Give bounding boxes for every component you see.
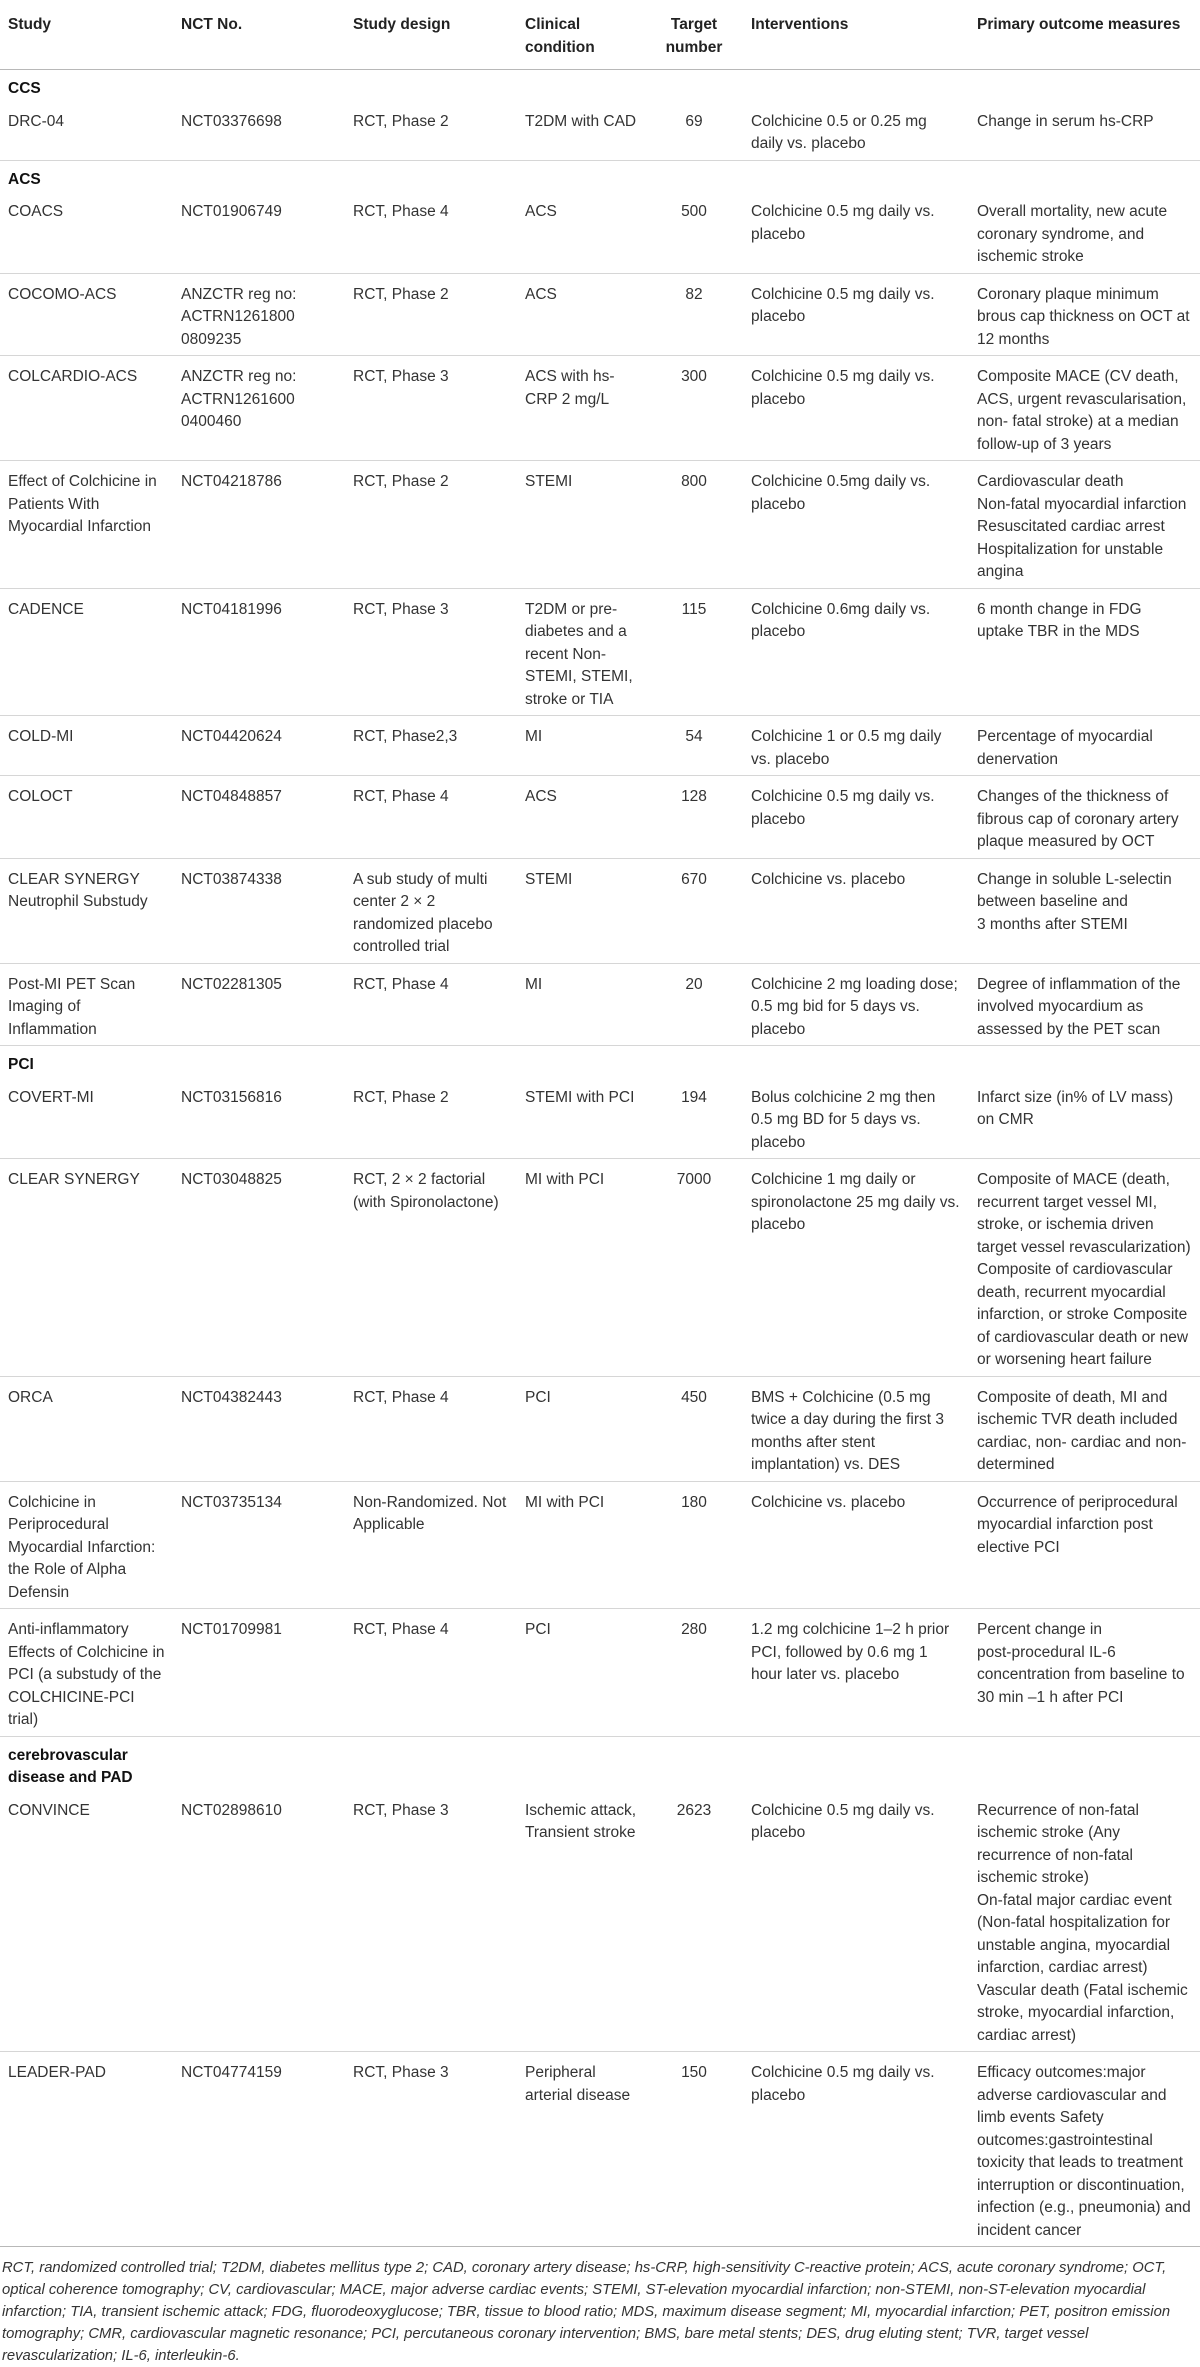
table-row — [0, 963, 1200, 1046]
table-row — [0, 273, 1200, 356]
cell-clinical-condition: ACS with hs-CRP 2 mg/L — [517, 356, 645, 461]
table-header — [0, 0, 1200, 70]
cell-clinical-condition: STEMI with PCI — [517, 1077, 645, 1159]
cell-clinical-condition: ACS — [517, 776, 645, 859]
cell-primary-outcome: Degree of inflammation of the involved myocardium as assessed by the PET scan — [969, 963, 1200, 1046]
cell-study-design: RCT, Phase 3 — [345, 2052, 517, 2247]
cell-primary-outcome: Composite MACE (CV death, ACS, urgent revascularisation, non- fatal stroke) at a median follow-up of 3 years — [969, 356, 1200, 461]
cell-nct-no: NCT01906749 — [173, 191, 345, 273]
cell-line: post-procedural IL-6 concentration from baseline to 30 min –1 h after PCI — [977, 1643, 1185, 1706]
cell-study-design: RCT, Phase 4 — [345, 1609, 517, 1737]
cell-primary-outcome — [969, 858, 1200, 963]
cell-target-number: 300 — [645, 356, 743, 461]
table-row — [0, 1159, 1200, 1377]
table-row — [0, 588, 1200, 716]
cell-clinical-condition: PCI — [517, 1609, 645, 1737]
cell-clinical-condition: T2DM with CAD — [517, 101, 645, 161]
header-study-design: Study design — [345, 0, 517, 70]
cell-clinical-condition: MI — [517, 716, 645, 776]
cell-primary-outcome — [969, 1609, 1200, 1737]
cell-primary-outcome: Infarct size (in% of LV mass) on CMR — [969, 1077, 1200, 1159]
cell-target-number: 2623 — [645, 1790, 743, 2052]
cell-study: COCOMO-ACS — [0, 273, 173, 356]
cell-interventions: Colchicine 0.5 or 0.25 mg daily vs. placebo — [743, 101, 969, 161]
cell-study-design: RCT, Phase 2 — [345, 1077, 517, 1159]
cell-clinical-condition: STEMI — [517, 858, 645, 963]
cell-study: COLD-MI — [0, 716, 173, 776]
cell-interventions: Bolus colchicine 2 mg then 0.5 mg BD for 5 days vs. placebo — [743, 1077, 969, 1159]
cell-nct-no: NCT03376698 — [173, 101, 345, 161]
section-heading: CCS — [8, 80, 41, 97]
cell-interventions: Colchicine 0.5mg daily vs. placebo — [743, 461, 969, 589]
cell-primary-outcome: Change in serum hs-CRP — [969, 101, 1200, 161]
cell-primary-outcome: Efficacy outcomes:major adverse cardiovascular and limb events Safety outcomes:gastrointestinal toxicity that leads to treatment interruption or discontinuation, infection (e.g., pneumonia) and incident cancer — [969, 2052, 1200, 2247]
cell-study-design: RCT, Phase 4 — [345, 963, 517, 1046]
table-footnote: RCT, randomized controlled trial; T2DM, diabetes mellitus type 2; CAD, coronary artery disease; hs-CRP, high-sensitivity C-reactive protein; ACS, acute coronary syndrome; OCT, optical coherence tomography; CV, cardiovascular; MACE, major adverse cardiac events; STEMI, ST-elevation myocardial infarction; non-STEMI, non-ST-elevation myocardial infarction; TIA, transient ischemic attack; FDG, fluorodeoxyglucose; TBR, tissue to blood ratio; MDS, maximum disease segment; MI, myocardial infarction; PET, positron emission tomography; CMR, cardiovascular magnetic resonance; PCI, percutaneous coronary intervention; BMS, bare metal stents; DES, drug eluting stent; TVR, target vessel revascularization; IL-6, interleukin-6. — [2, 2260, 1171, 2364]
cell-study-design: RCT, Phase 4 — [345, 1376, 517, 1481]
cell-nct-no: NCT01709981 — [173, 1609, 345, 1737]
cell-clinical-condition: PCI — [517, 1376, 645, 1481]
cell-target-number: 180 — [645, 1481, 743, 1609]
section-row — [0, 1736, 1200, 1790]
table-row — [0, 1376, 1200, 1481]
cell-clinical-condition: MI with PCI — [517, 1159, 645, 1377]
cell-study-design: RCT, Phase 3 — [345, 1790, 517, 2052]
header-interventions: Interventions — [743, 0, 969, 70]
cell-nct-no: NCT03156816 — [173, 1077, 345, 1159]
table-row — [0, 2052, 1200, 2247]
section-row — [0, 1046, 1200, 1077]
cell-nct-no: NCT04774159 — [173, 2052, 345, 2247]
cell-nct-no: NCT04181996 — [173, 588, 345, 716]
cell-primary-outcome — [969, 461, 1200, 589]
cell-target-number: 450 — [645, 1376, 743, 1481]
cell-target-number: 54 — [645, 716, 743, 776]
cell-study: Post-MI PET Scan Imaging of Inflammation — [0, 963, 173, 1046]
cell-clinical-condition: ACS — [517, 191, 645, 273]
cell-primary-outcome: Overall mortality, new acute coronary syndrome, and ischemic stroke — [969, 191, 1200, 273]
section-row — [0, 70, 1200, 101]
cell-target-number: 115 — [645, 588, 743, 716]
cell-study: CONVINCE — [0, 1790, 173, 2052]
cell-target-number: 82 — [645, 273, 743, 356]
cell-line: 3 months after STEMI — [977, 915, 1128, 933]
cell-study-design: RCT, 2 × 2 factorial (with Spironolactone) — [345, 1159, 517, 1377]
cell-target-number: 7000 — [645, 1159, 743, 1377]
cell-interventions: Colchicine 0.5 mg daily vs. placebo — [743, 191, 969, 273]
cell-target-number: 128 — [645, 776, 743, 859]
table-body — [0, 70, 1200, 2247]
cell-study-design: Non-Randomized. Not Applicable — [345, 1481, 517, 1609]
section-row — [0, 160, 1200, 191]
cell-interventions: Colchicine 0.5 mg daily vs. placebo — [743, 273, 969, 356]
cell-line: Composite of cardiovascular death, recurrent myocardial infarction, or stroke Composite of cardiovascular death or new or worsening heart failure — [977, 1261, 1189, 1368]
cell-study: DRC-04 — [0, 101, 173, 161]
table-row — [0, 356, 1200, 461]
cell-study: CADENCE — [0, 588, 173, 716]
cell-clinical-condition: Ischemic attack, Transient stroke — [517, 1790, 645, 2052]
cell-target-number: 500 — [645, 191, 743, 273]
cell-line: Non-fatal myocardial infarction — [977, 495, 1187, 513]
cell-line: Percent change in — [977, 1621, 1102, 1638]
cell-nct-no: NCT03874338 — [173, 858, 345, 963]
cell-interventions: Colchicine 0.5 mg daily vs. placebo — [743, 776, 969, 859]
cell-clinical-condition: Peripheral arterial disease — [517, 2052, 645, 2247]
cell-clinical-condition: MI with PCI — [517, 1481, 645, 1609]
cell-study: COACS — [0, 191, 173, 273]
cell-line: Change in soluble L-selectin between baseline and — [977, 870, 1172, 910]
cell-study-design: RCT, Phase 4 — [345, 776, 517, 859]
section-heading-text: cerebrovascular disease and PAD — [8, 1746, 133, 1786]
cell-study: Effect of Colchicine in Patients With Myocardial Infarction — [0, 461, 173, 589]
cell-study-design: RCT, Phase 3 — [345, 588, 517, 716]
section-heading: ACS — [8, 170, 41, 188]
cell-study-design: RCT, Phase 2 — [345, 273, 517, 356]
cell-nct-no: NCT02281305 — [173, 963, 345, 1046]
cell-primary-outcome — [969, 1790, 1200, 2052]
cell-target-number: 20 — [645, 963, 743, 1046]
cell-primary-outcome — [969, 1159, 1200, 1377]
cell-nct-no: NCT04848857 — [173, 776, 345, 859]
cell-interventions: Colchicine 1 or 0.5 mg daily vs. placebo — [743, 716, 969, 776]
cell-study: LEADER-PAD — [0, 2052, 173, 2247]
cell-target-number: 194 — [645, 1077, 743, 1159]
cell-nct-no: NCT04218786 — [173, 461, 345, 589]
cell-nct-no: ANZCTR reg no: ACTRN1261800 0809235 — [173, 273, 345, 356]
header-primary-outcome: Primary outcome measures — [969, 0, 1200, 70]
cell-study-design: RCT, Phase 4 — [345, 191, 517, 273]
header-study: Study — [0, 0, 173, 70]
cell-primary-outcome: Percentage of myocardial denervation — [969, 716, 1200, 776]
cell-interventions: Colchicine vs. placebo — [743, 1481, 969, 1609]
cell-target-number: 69 — [645, 101, 743, 161]
header-row — [0, 0, 1200, 70]
cell-nct-no: NCT04382443 — [173, 1376, 345, 1481]
cell-clinical-condition: T2DM or pre-diabetes and a recent Non-STEMI, STEMI, stroke or TIA — [517, 588, 645, 716]
cell-primary-outcome: Changes of the thickness of fibrous cap of coronary artery plaque measured by OCT — [969, 776, 1200, 859]
cell-clinical-condition: ACS — [517, 273, 645, 356]
table-row — [0, 858, 1200, 963]
cell-target-number: 670 — [645, 858, 743, 963]
cell-study: COLOCT — [0, 776, 173, 859]
cell-target-number: 150 — [645, 2052, 743, 2247]
cell-line: Hospitalization for unstable angina — [977, 540, 1164, 580]
cell-line: Recurrence of non-fatal ischemic stroke (Any recurrence of non-fatal ischemic stroke) — [977, 1801, 1139, 1886]
header-target-number: Target number — [645, 0, 743, 70]
cell-study-design: RCT, Phase 2 — [345, 461, 517, 589]
cell-study: COVERT-MI — [0, 1077, 173, 1159]
table-row — [0, 1609, 1200, 1737]
table-row — [0, 1481, 1200, 1609]
cell-nct-no: NCT03048825 — [173, 1159, 345, 1377]
cell-line: Resuscitated cardiac arrest — [977, 518, 1165, 535]
table-row — [0, 191, 1200, 273]
cell-line: Cardiovascular death — [977, 473, 1124, 490]
cell-study-design: A sub study of multi center 2 × 2 randomized placebo controlled trial — [345, 858, 517, 963]
cell-study-design: RCT, Phase 2 — [345, 101, 517, 161]
cell-interventions: Colchicine 0.5 mg daily vs. placebo — [743, 1790, 969, 2052]
table-row — [0, 1077, 1200, 1159]
section-heading: PCI — [8, 1056, 34, 1073]
cell-study: ORCA — [0, 1376, 173, 1481]
cell-primary-outcome: Coronary plaque minimum brous cap thickness on OCT at 12 months — [969, 273, 1200, 356]
cell-interventions: Colchicine 2 mg loading dose; 0.5 mg bid for 5 days vs. placebo — [743, 963, 969, 1046]
cell-study: CLEAR SYNERGY Neutrophil Substudy — [0, 858, 173, 963]
table-row — [0, 461, 1200, 589]
cell-interventions: Colchicine 1 mg daily or spironolactone 25 mg daily vs. placebo — [743, 1159, 969, 1377]
cell-line: Composite of MACE (death, recurrent target vessel MI, stroke, or ischemia driven target vessel revascularization) — [977, 1171, 1191, 1256]
cell-interventions: 1.2 mg colchicine 1–2 h prior PCI, followed by 0.6 mg 1 hour later vs. placebo — [743, 1609, 969, 1737]
cell-primary-outcome: Composite of death, MI and ischemic TVR death included cardiac, non- cardiac and non-determined — [969, 1376, 1200, 1481]
cell-study: COLCARDIO-ACS — [0, 356, 173, 461]
cell-nct-no: NCT03735134 — [173, 1481, 345, 1609]
section-heading — [0, 1736, 1200, 1790]
cell-target-number: 280 — [645, 1609, 743, 1737]
header-clinical-condition: Clinical condition — [517, 0, 645, 70]
cell-interventions: Colchicine 0.5 mg daily vs. placebo — [743, 2052, 969, 2247]
cell-study: CLEAR SYNERGY — [0, 1159, 173, 1377]
cell-nct-no: NCT02898610 — [173, 1790, 345, 2052]
cell-primary-outcome: Occurrence of periprocedural myocardial infarction post elective PCI — [969, 1481, 1200, 1609]
cell-clinical-condition: STEMI — [517, 461, 645, 589]
cell-clinical-condition: MI — [517, 963, 645, 1046]
table-row — [0, 101, 1200, 161]
header-nct-no: NCT No. — [173, 0, 345, 70]
cell-nct-no: NCT04420624 — [173, 716, 345, 776]
cell-interventions: Colchicine vs. placebo — [743, 858, 969, 963]
cell-study: Colchicine in Periprocedural Myocardial Infarction: the Role of Alpha Defensin — [0, 1481, 173, 1609]
cell-target-number: 800 — [645, 461, 743, 589]
cell-study: Anti-inflammatory Effects of Colchicine in PCI (a substudy of the COLCHICINE-PCI trial) — [0, 1609, 173, 1737]
cell-primary-outcome: 6 month change in FDG uptake TBR in the MDS — [969, 588, 1200, 716]
cell-interventions: BMS + Colchicine (0.5 mg twice a day during the first 3 months after stent implantation) vs. DES — [743, 1376, 969, 1481]
cell-interventions: Colchicine 0.6mg daily vs. placebo — [743, 588, 969, 716]
cell-line: On-fatal major cardiac event (Non-fatal hospitalization for unstable angina, myocardial infarction, cardiac arrest) — [977, 1891, 1172, 1976]
cell-line: Vascular death (Fatal ischemic stroke, myocardial infarction, cardiac arrest) — [977, 1981, 1188, 2044]
cell-nct-no: ANZCTR reg no: ACTRN1261600 0400460 — [173, 356, 345, 461]
cell-study-design: RCT, Phase 3 — [345, 356, 517, 461]
table-row — [0, 716, 1200, 776]
cell-interventions: Colchicine 0.5 mg daily vs. placebo — [743, 356, 969, 461]
table-row — [0, 776, 1200, 859]
table-row — [0, 1790, 1200, 2052]
cell-study-design: RCT, Phase2,3 — [345, 716, 517, 776]
